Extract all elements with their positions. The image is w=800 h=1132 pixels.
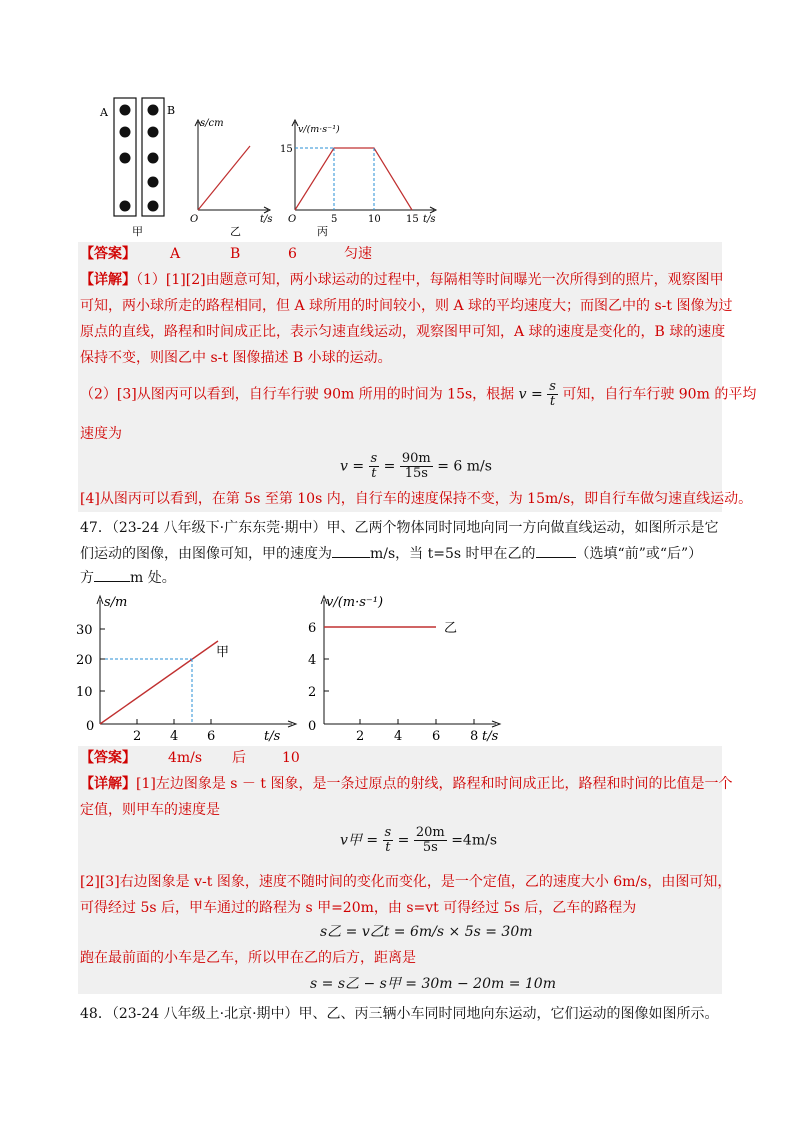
left-x6: 6 — [207, 729, 216, 744]
left-y0: 0 — [86, 719, 95, 734]
bing-ylabel: v/(m·s⁻¹) — [298, 124, 340, 135]
equation-47-1: v甲 = $\frac{s}{t}$ = $\frac{20m}{5s}$ =4m/s — [340, 825, 498, 855]
right-x2: 2 — [356, 729, 365, 744]
detail-46-line3: 原点的直线，路程和时间成正比，表示匀速直线运动，观察图甲可知，A 球的速度是变化的，B 球的速度 — [80, 324, 726, 340]
detail-47-line1: 【详解】[1]左边图象是 s － t 图象，是一条过原点的射线，路程和时间成正比，路程和时间的比值是一个 — [80, 776, 733, 792]
left-y20: 20 — [76, 653, 93, 668]
detail-46-line2: 可知，两小球所走的路程相同，但 A 球所用的时间较小，则 A 球的平均速度大；而图乙中的 s-t 图像为过 — [80, 298, 733, 314]
bing-x10: 10 — [368, 214, 381, 225]
part2-text-a: （2）[3]从图丙可以看到，自行车行驶 90m 所用的时间为 15s，根据 — [80, 386, 515, 403]
caption-yi: 乙 — [230, 225, 241, 238]
question-47-line3: 方 m 处。 — [80, 564, 176, 592]
chart-47-left-st — [76, 595, 296, 744]
left-y30: 30 — [76, 623, 93, 638]
blank-1[interactable] — [332, 543, 370, 558]
figure-47 — [70, 590, 510, 750]
yi-ylabel: s/cm — [200, 118, 224, 129]
strip-diagram-jia — [99, 98, 175, 238]
formula-fraction: $\frac{s}{t}$ — [549, 379, 556, 409]
answer-label: 【答案】 — [80, 246, 136, 262]
chart-yi-st — [190, 118, 273, 238]
answer-line-47 — [80, 744, 300, 772]
answer-a4: 匀速 — [344, 246, 372, 262]
blank-2[interactable] — [536, 543, 576, 558]
figure-jia-yi-bing — [90, 92, 450, 242]
left-x2: 2 — [133, 729, 142, 744]
label-a: A — [100, 106, 108, 119]
right-y4: 4 — [308, 653, 317, 668]
right-series-label: 乙 — [444, 621, 458, 636]
detail-46-line1 — [80, 266, 724, 294]
question-47-line1: 47．（23-24 八年级下·广东东莞·期中）甲、乙两个物体同时同地向同一方向做直线运动，如图所示是它 — [80, 520, 719, 536]
chart-bing-vt — [280, 120, 436, 238]
answer-label-47: 【答案】 — [80, 750, 136, 766]
answer-47-a3: 10 — [282, 750, 300, 766]
left-series-label: 甲 — [216, 645, 230, 660]
left-y10: 10 — [76, 685, 93, 700]
detail-46-part2: （2）[3]从图丙可以看到，自行车行驶 90m 所用的时间为 15s，根据 v = $\frac{s}{t}$ 可知，自行车行驶 90m 的平均 — [80, 379, 757, 409]
detail-47-part2-line1: [2][3]右边图象是 v-t 图象，速度不随时间的变化而变化，是一个定值，乙的速度大小 6m/s，由图可知， — [80, 874, 732, 890]
bing-y15: 15 — [280, 144, 293, 155]
bing-x15: 15 — [406, 214, 419, 225]
caption-jia: 甲 — [132, 225, 143, 238]
right-x4: 4 — [394, 729, 403, 744]
right-xlabel: t/s — [482, 729, 499, 744]
detail-47-part3: 跑在最前面的小车是乙车，所以甲在乙的后方，距离是 — [80, 950, 416, 966]
chart-47-right-vt — [308, 595, 500, 744]
detail-47-line2: 定值，则甲车的速度是 — [80, 802, 220, 818]
left-x4: 4 — [170, 729, 179, 744]
detail-46-part3: [4]从图丙可以看到，在第 5s 至第 10s 内，自行车的速度保持不变，为 15m/s，即自行车做匀速直线运动。 — [80, 491, 753, 507]
right-y0: 0 — [308, 719, 317, 734]
answer-47-a1: 4m/s — [168, 750, 203, 766]
question-47-line2: 们运动的图像，由图像可知，甲的速度为 m/s，当 t=5s 时甲在乙的 （选填“前”或“后”） — [80, 540, 702, 568]
detail-47-part2-line2: 可得经过 5s 后，甲车通过的路程为 s 甲=20m，由 s=vt 可得经过 5s 后，乙车的路程为 — [80, 900, 637, 916]
answer-a2: B — [230, 246, 241, 262]
detail-label-47: 【详解】 — [80, 776, 136, 792]
caption-bing: 丙 — [317, 225, 328, 238]
formula-v: v — [518, 386, 527, 403]
right-y6: 6 — [308, 621, 317, 636]
answer-a3: 6 — [288, 246, 297, 262]
answer-47-a2: 后 — [232, 750, 246, 766]
equation-47-2: s乙 = v乙t = 6m/s × 5s = 30m — [320, 924, 533, 940]
bing-origin: O — [288, 214, 297, 225]
blank-3[interactable] — [94, 567, 130, 582]
detail-text: （1）[1][2]由题意可知，两小球运动的过程中，每隔相等时间曝光一次所得到的照片，观察图甲 — [136, 272, 724, 288]
bing-x5: 5 — [331, 214, 338, 225]
equation-46: v = $\frac{s}{t}$ = $\frac{90m}{15s}$ = 6 m/s — [340, 451, 492, 481]
answer-line-46 — [80, 240, 372, 268]
right-ylabel: v/(m·s⁻¹) — [326, 595, 384, 610]
question-48-line1: 48．（23-24 八年级上·北京·期中）甲、乙、丙三辆小车同时同地向东运动，它们运动的图像如图所示。 — [80, 1006, 719, 1022]
yi-origin: O — [190, 214, 199, 225]
right-x6: 6 — [432, 729, 441, 744]
detail-46-part2-line2: 速度为 — [80, 426, 122, 442]
label-b: B — [167, 104, 176, 117]
equation-47-3: s = s乙 − s甲 = 30m − 20m = 10m — [310, 976, 556, 992]
right-y2: 2 — [308, 685, 317, 700]
answer-a1: A — [170, 246, 181, 262]
yi-xlabel: t/s — [260, 214, 273, 225]
part2-text-b: 可知，自行车行驶 90m 的平均 — [562, 386, 757, 403]
left-ylabel: s/m — [104, 595, 128, 610]
detail-label: 【详解】 — [80, 272, 136, 288]
left-xlabel: t/s — [264, 729, 281, 744]
right-x8: 8 — [470, 729, 479, 744]
bing-xlabel: t/s — [423, 214, 436, 225]
detail-46-line4: 保持不变，则图乙中 s-t 图像描述 B 小球的运动。 — [80, 350, 392, 366]
